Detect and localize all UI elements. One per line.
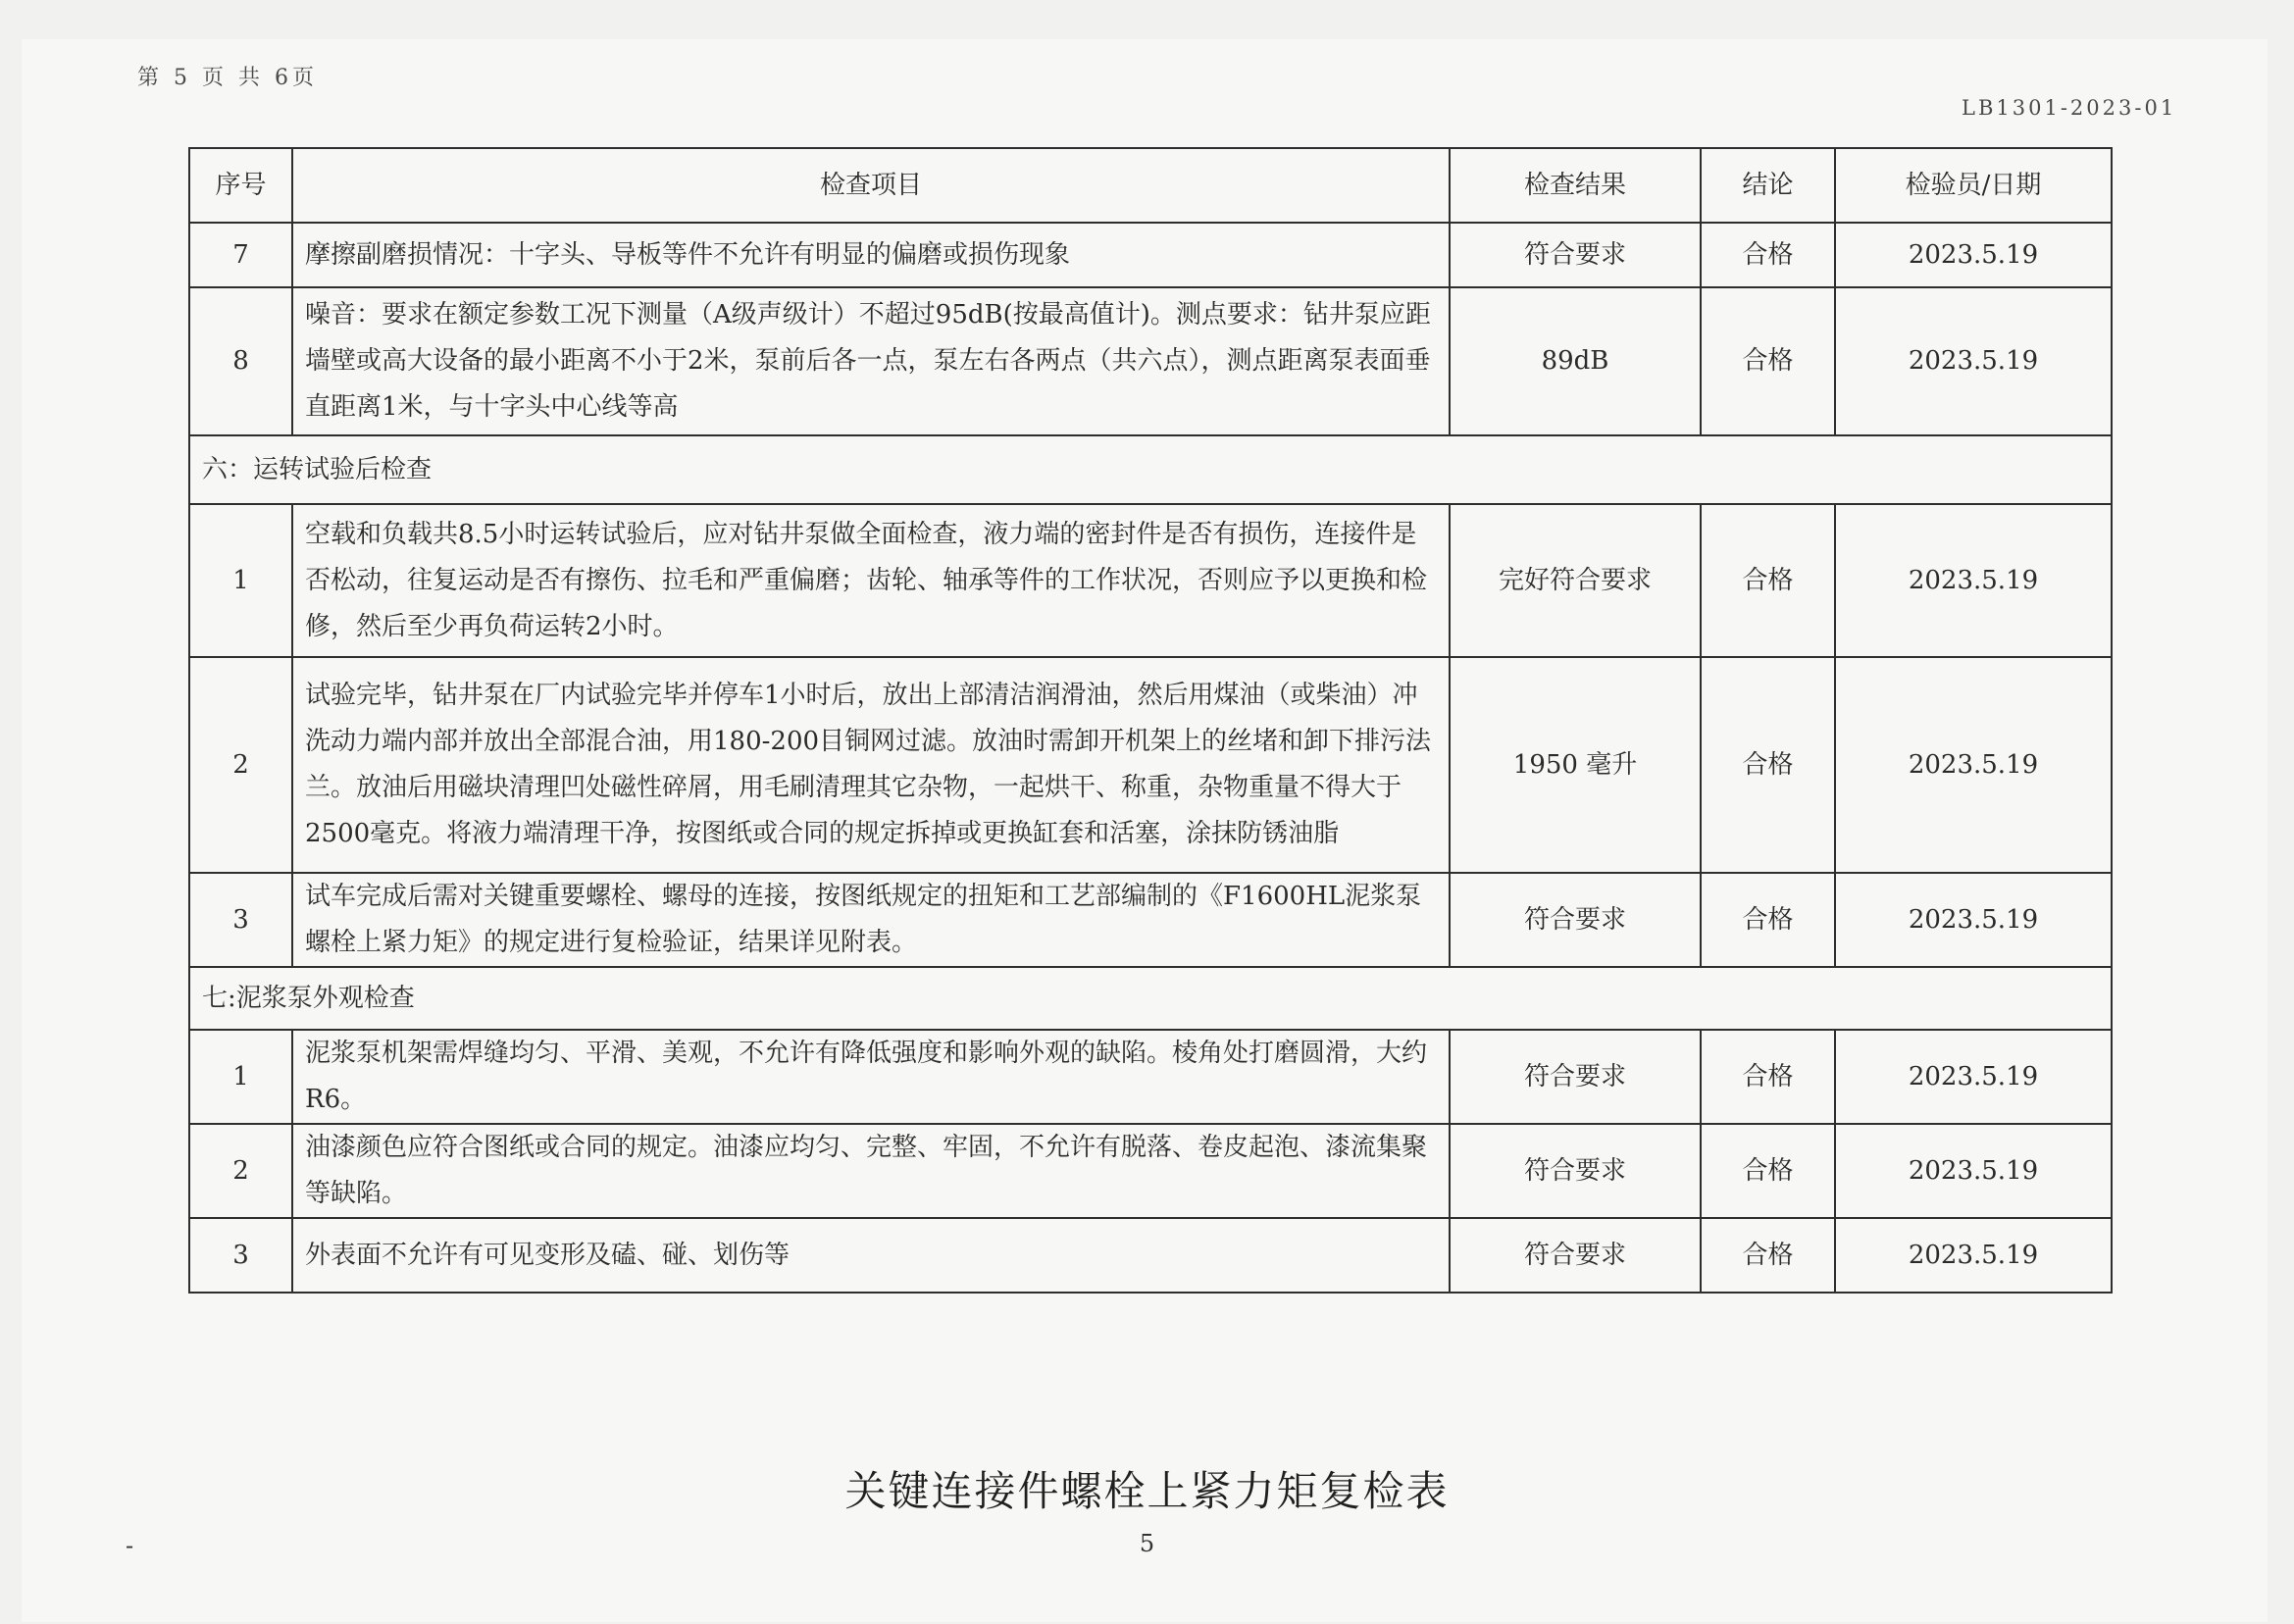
table-row bbox=[189, 1218, 2112, 1293]
conclusion: 合格 bbox=[1701, 287, 1835, 435]
section-title-6: 六：运转试验后检查 bbox=[189, 435, 2112, 504]
row-number: 8 bbox=[189, 287, 292, 435]
conclusion: 合格 bbox=[1701, 1030, 1835, 1124]
row-number: 2 bbox=[189, 657, 292, 873]
inspector-date: 2023.5.19 bbox=[1835, 1218, 2112, 1293]
inspector-date: 2023.5.19 bbox=[1835, 287, 2112, 435]
conclusion: 合格 bbox=[1701, 873, 1835, 967]
check-result: 符合要求 bbox=[1450, 223, 1701, 287]
check-result: 符合要求 bbox=[1450, 1124, 1701, 1218]
row-number: 3 bbox=[189, 1218, 292, 1293]
footer-dash: - bbox=[126, 1532, 134, 1559]
check-result: 89dB bbox=[1450, 287, 1701, 435]
inspection-table bbox=[188, 147, 2113, 1294]
table-row bbox=[189, 1030, 2112, 1124]
check-item: 泥浆泵机架需焊缝均匀、平滑、美观，不允许有降低强度和影响外观的缺陷。棱角处打磨圆滑，大约R6。 bbox=[292, 1030, 1450, 1124]
page-number: 5 bbox=[1139, 1530, 1155, 1557]
check-result: 1950 毫升 bbox=[1450, 657, 1701, 873]
document-code: LB1301-2023-01 bbox=[1962, 96, 2177, 120]
col-header-no: 序号 bbox=[189, 148, 292, 223]
check-result: 符合要求 bbox=[1450, 873, 1701, 967]
row-number: 1 bbox=[189, 1030, 292, 1124]
conclusion: 合格 bbox=[1701, 657, 1835, 873]
conclusion: 合格 bbox=[1701, 504, 1835, 657]
conclusion: 合格 bbox=[1701, 1218, 1835, 1293]
row-number: 1 bbox=[189, 504, 292, 657]
table-row bbox=[189, 1124, 2112, 1218]
col-header-result: 检查结果 bbox=[1450, 148, 1701, 223]
check-item: 油漆颜色应符合图纸或合同的规定。油漆应均匀、完整、牢固，不允许有脱落、卷皮起泡、漆流集聚等缺陷。 bbox=[292, 1124, 1450, 1218]
check-item: 噪音：要求在额定参数工况下测量（A级声级计）不超过95dB(按最高值计)。测点要求：钻井泵应距墙壁或高大设备的最小距离不小于2米，泵前后各一点，泵左右各两点（共六点），测点距离泵表面垂直距离1米，与十字头中心线等高 bbox=[292, 287, 1450, 435]
check-item: 空载和负载共8.5小时运转试验后，应对钻井泵做全面检查，液力端的密封件是否有损伤，连接件是否松动，往复运动是否有擦伤、拉毛和严重偏磨；齿轮、轴承等件的工作状况，否则应予以更换和检修，然后至少再负荷运转2小时。 bbox=[292, 504, 1450, 657]
table-row bbox=[189, 223, 2112, 287]
section-title-7: 七:泥浆泵外观检查 bbox=[189, 967, 2112, 1030]
page-info: 第 5 页 共 6页 bbox=[137, 66, 318, 90]
attachment-title: 关键连接件螺栓上紧力矩复检表 bbox=[844, 1467, 1450, 1515]
check-item: 外表面不允许有可见变形及磕、碰、划伤等 bbox=[292, 1218, 1450, 1293]
inspector-date: 2023.5.19 bbox=[1835, 1030, 2112, 1124]
check-result: 符合要求 bbox=[1450, 1218, 1701, 1293]
table-row bbox=[189, 287, 2112, 435]
inspector-date: 2023.5.19 bbox=[1835, 657, 2112, 873]
table-row bbox=[189, 873, 2112, 967]
row-number: 2 bbox=[189, 1124, 292, 1218]
row-number: 7 bbox=[189, 223, 292, 287]
check-item: 摩擦副磨损情况：十字头、导板等件不允许有明显的偏磨或损伤现象 bbox=[292, 223, 1450, 287]
check-item: 试验完毕，钻井泵在厂内试验完毕并停车1小时后，放出上部清洁润滑油，然后用煤油（或柴油）冲洗动力端内部并放出全部混合油，用180-200目铜网过滤。放油时需卸开机架上的丝堵和卸下排污法兰。放油后用磁块清理凹处磁性碎屑，用毛刷清理其它杂物，一起烘干、称重，杂物重量不得大于2500毫克。将液力端清理干净，按图纸或合同的规定拆掉或更换缸套和活塞，涂抹防锈油脂 bbox=[292, 657, 1450, 873]
table-header-row bbox=[189, 148, 2112, 223]
row-number: 3 bbox=[189, 873, 292, 967]
check-result: 符合要求 bbox=[1450, 1030, 1701, 1124]
inspector-date: 2023.5.19 bbox=[1835, 1124, 2112, 1218]
table-row bbox=[189, 504, 2112, 657]
col-header-conclusion: 结论 bbox=[1701, 148, 1835, 223]
col-header-inspector-date: 检验员/日期 bbox=[1835, 148, 2112, 223]
inspector-date: 2023.5.19 bbox=[1835, 223, 2112, 287]
inspector-date: 2023.5.19 bbox=[1835, 504, 2112, 657]
table-row bbox=[189, 657, 2112, 873]
section-row bbox=[189, 435, 2112, 504]
inspector-date: 2023.5.19 bbox=[1835, 873, 2112, 967]
section-row bbox=[189, 967, 2112, 1030]
check-result: 完好符合要求 bbox=[1450, 504, 1701, 657]
conclusion: 合格 bbox=[1701, 1124, 1835, 1218]
check-item: 试车完成后需对关键重要螺栓、螺母的连接，按图纸规定的扭矩和工艺部编制的《F1600HL泥浆泵螺栓上紧力矩》的规定进行复检验证，结果详见附表。 bbox=[292, 873, 1450, 967]
col-header-item: 检查项目 bbox=[292, 148, 1450, 223]
conclusion: 合格 bbox=[1701, 223, 1835, 287]
